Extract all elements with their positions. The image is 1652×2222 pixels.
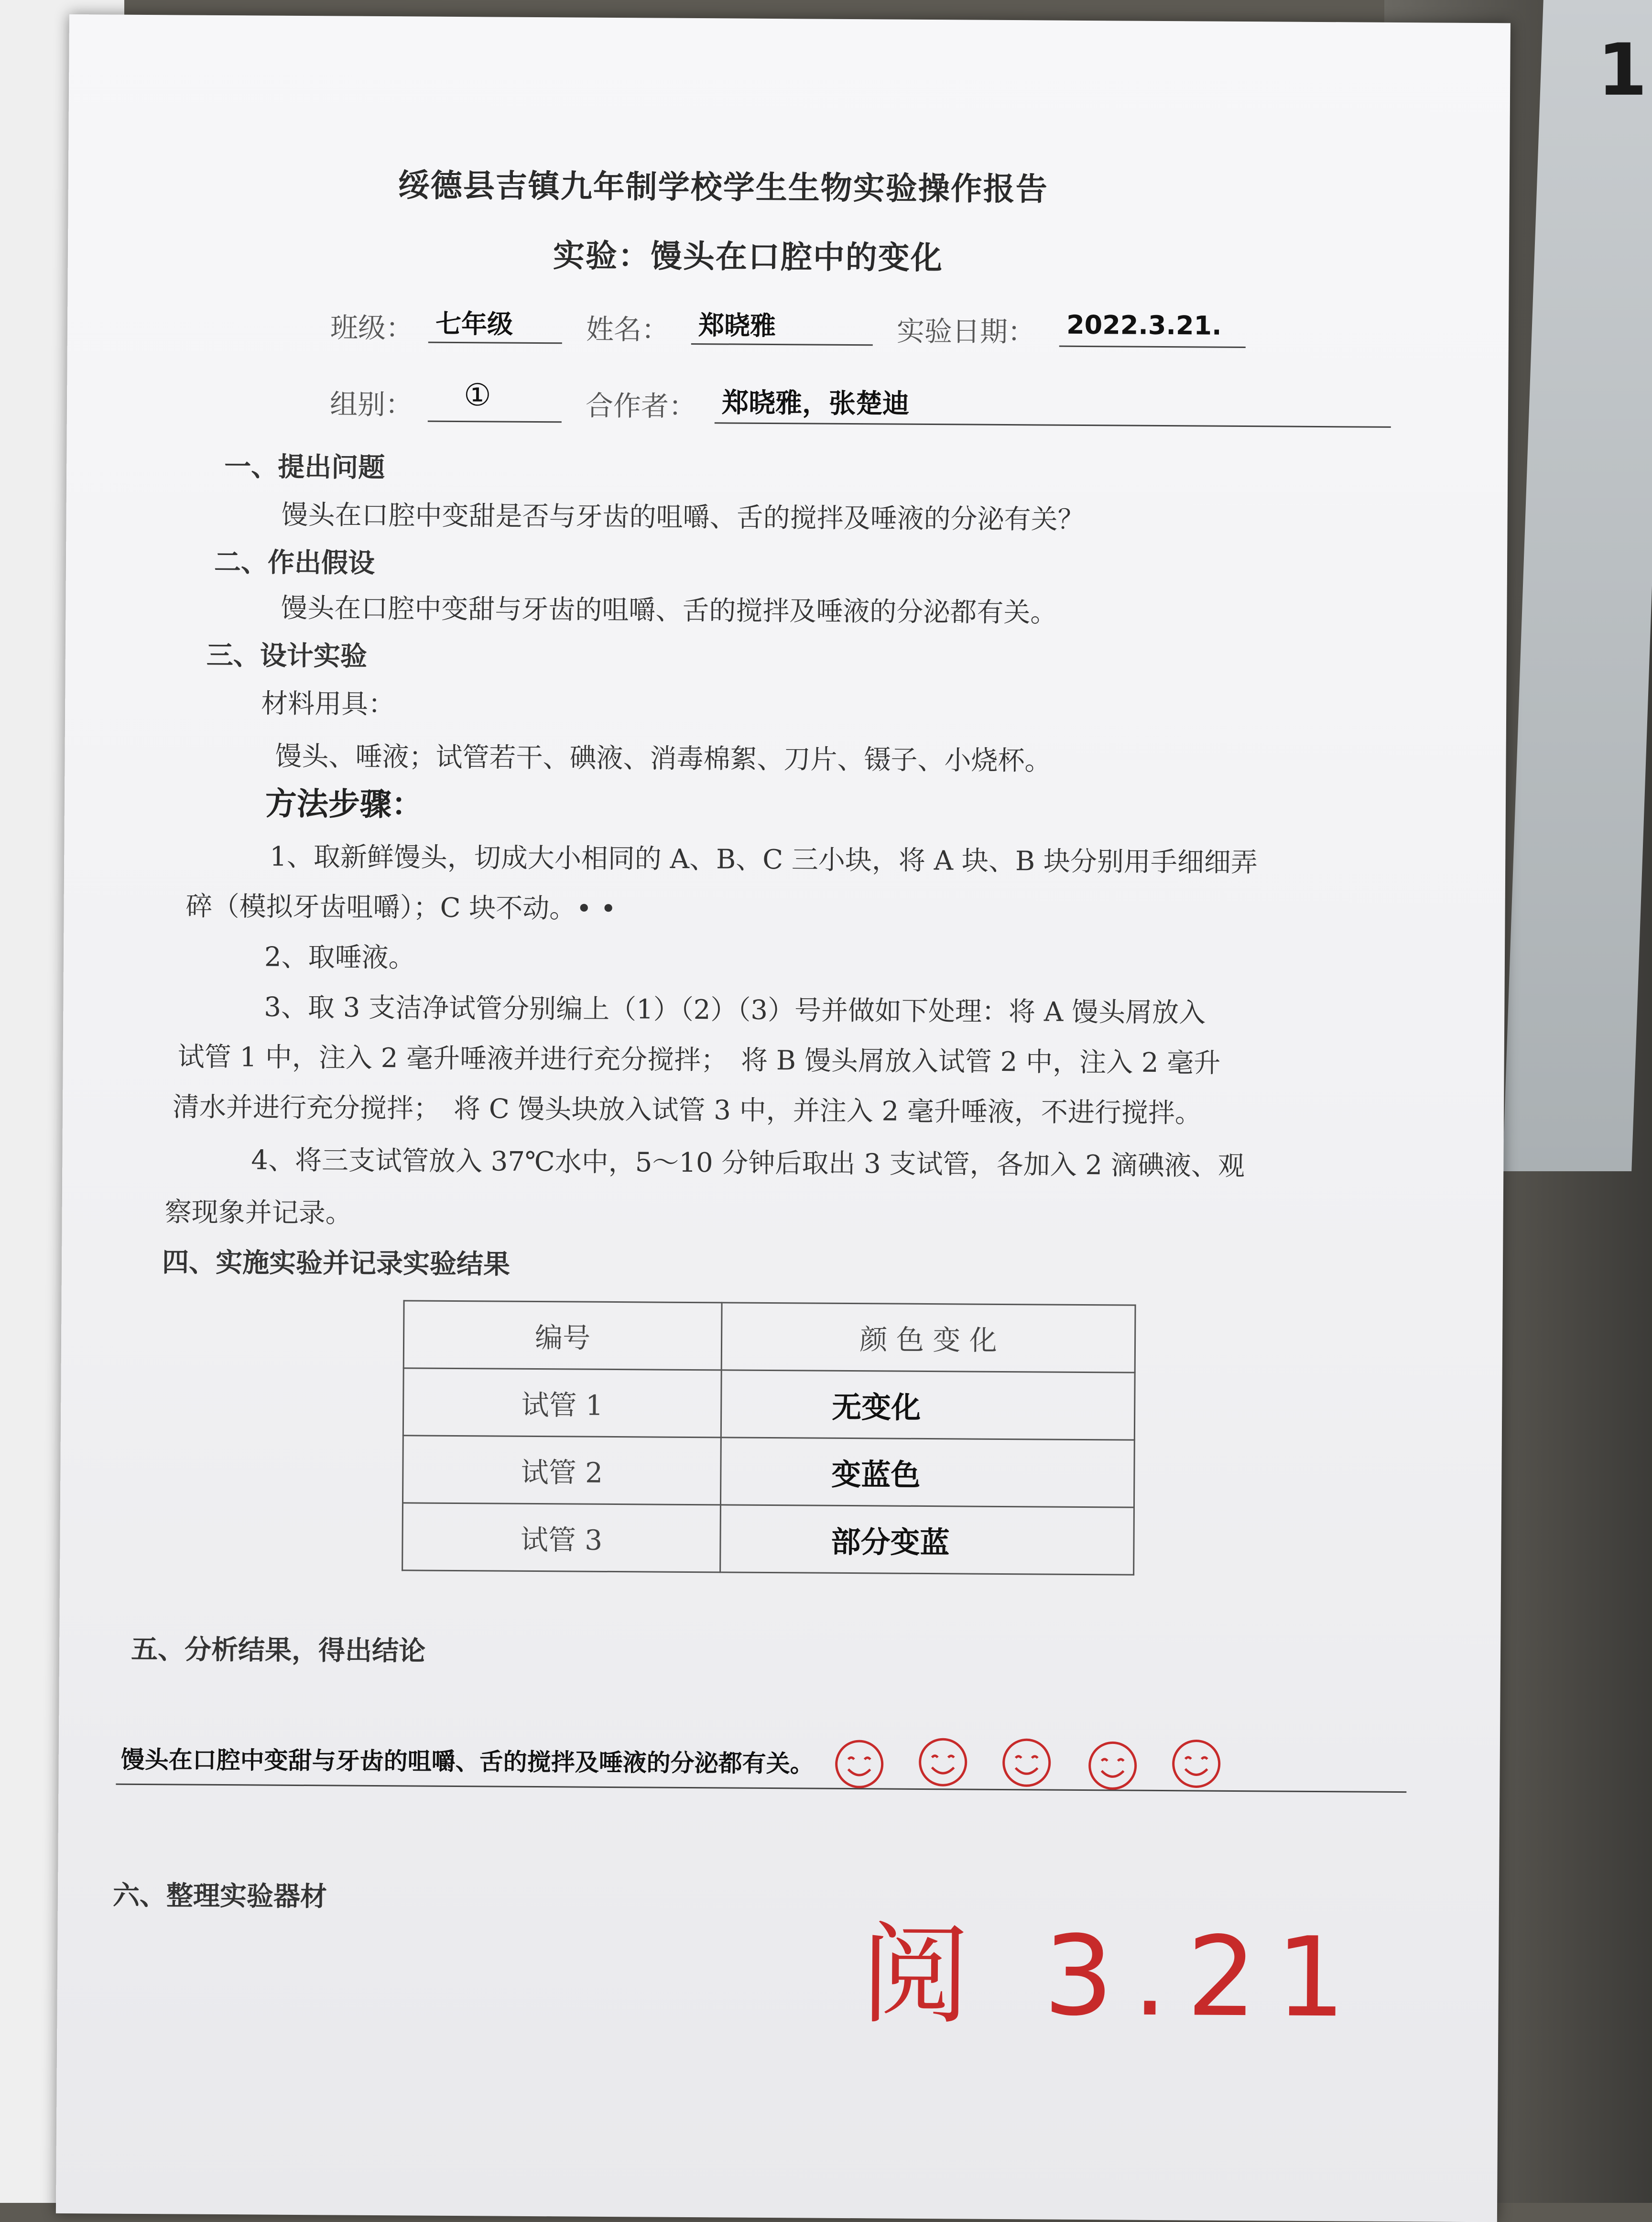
table-header-color: 颜 色 变 化: [721, 1303, 1135, 1372]
name-value: 郑晓雅: [698, 310, 776, 341]
background-book-number: 1: [1597, 29, 1647, 112]
step-1-line-2: 碎（模拟牙齿咀嚼）；C 块不动。• •: [185, 891, 617, 925]
table-cell-id: 试管 3: [402, 1503, 721, 1572]
smiley-stamp-icon: [1170, 1737, 1223, 1790]
section-2-text: 馒头在口腔中变甜与牙齿的咀嚼、舌的搅拌及唾液的分泌都有关。: [281, 592, 1057, 629]
section-5-heading: 五、分析结果，得出结论: [130, 1634, 426, 1667]
method-heading: 方法步骤：: [265, 785, 424, 823]
table-cell-id: 试管 1: [403, 1368, 721, 1438]
table-cell-result: 变蓝色: [720, 1438, 1134, 1507]
table-cell-result: 部分变蓝: [720, 1505, 1134, 1575]
step-1-line-1: 1、取新鲜馒头，切成大小相同的 A、B、C 三小块，将 A 块、B 块分别用手细细弄: [270, 841, 1258, 879]
section-1-heading: 一、提出问题: [224, 451, 385, 484]
table-header-id: 编号: [403, 1301, 722, 1370]
group-value: ①: [463, 378, 491, 414]
class-label: 班级：: [330, 311, 414, 345]
step-4-line-2: 察现象并记录。: [164, 1197, 352, 1229]
partner-label: 合作者：: [585, 389, 697, 423]
section-1-text: 馒头在口腔中变甜是否与牙齿的咀嚼、舌的搅拌及唾液的分泌有关？: [281, 499, 1085, 535]
smiley-stamp-icon: [1086, 1739, 1139, 1792]
group-underline: [428, 421, 562, 423]
date-value: 2022.3.21.: [1066, 309, 1222, 341]
smiley-stamp-icon: [1000, 1736, 1053, 1789]
step-3-line-1: 3、取 3 支洁净试管分别编上（1）（2）（3）号并做如下处理：将 A 馒头屑放入: [264, 991, 1206, 1029]
step-3-line-2: 试管 1 中，注入 2 毫升唾液并进行充分搅拌； 将 B 馒头屑放入试管 2 中，注入 2 毫升: [177, 1041, 1221, 1079]
partner-underline: [715, 422, 1391, 428]
class-underline: [428, 342, 562, 344]
name-label: 姓名：: [586, 313, 670, 346]
conclusion-text: 馒头在口腔中变甜与牙齿的咀嚼、舌的搅拌及唾液的分泌都有关。: [120, 1745, 814, 1778]
table-cell-result: 无变化: [721, 1370, 1135, 1440]
section-3-heading: 三、设计实验: [206, 640, 368, 672]
table-row: [403, 1368, 1135, 1440]
partner-value: 郑晓雅，张楚迪: [721, 387, 910, 420]
step-2: 2、取唾液。: [264, 941, 415, 974]
experiment-subtitle: 实验：馒头在口腔中的变化: [553, 237, 944, 277]
step-3-line-3: 清水并进行充分搅拌； 将 C 馒头块放入试管 3 中，并注入 2 毫升唾液，不进行搅拌。: [172, 1091, 1202, 1129]
table-header-row: [403, 1301, 1135, 1372]
materials-text: 馒头、唾液；试管若干、碘液、消毒棉絮、刀片、镊子、小烧杯。: [275, 741, 1052, 777]
smiley-stamp-icon: [833, 1738, 886, 1791]
report-title: 绥德县吉镇九年制学校学生生物实验操作报告: [398, 167, 1049, 208]
result-table: [402, 1300, 1136, 1575]
section-2-heading: 二、作出假设: [214, 546, 375, 579]
class-value: 七年级: [435, 308, 513, 339]
table-cell-id: 试管 2: [402, 1436, 721, 1505]
group-label: 组别：: [329, 388, 413, 421]
table-row: [402, 1436, 1134, 1507]
section-4-heading: 四、实施实验并记录实验结果: [162, 1247, 511, 1280]
report-sheet: [56, 14, 1511, 2222]
step-4-line-1: 4、将三支试管放入 37℃水中，5～10 分钟后取出 3 支试管，各加入 2 滴碘液、观: [251, 1144, 1245, 1182]
section-6-heading: 六、整理实验器材: [112, 1880, 327, 1913]
teacher-grading-mark: 阅 3.21: [860, 1911, 1366, 2042]
date-underline: [1059, 346, 1246, 348]
table-row: [402, 1503, 1134, 1575]
date-label: 实验日期：: [896, 315, 1036, 349]
smiley-stamp-icon: [916, 1736, 969, 1789]
name-underline: [691, 343, 873, 346]
materials-label: 材料用具：: [261, 688, 395, 720]
